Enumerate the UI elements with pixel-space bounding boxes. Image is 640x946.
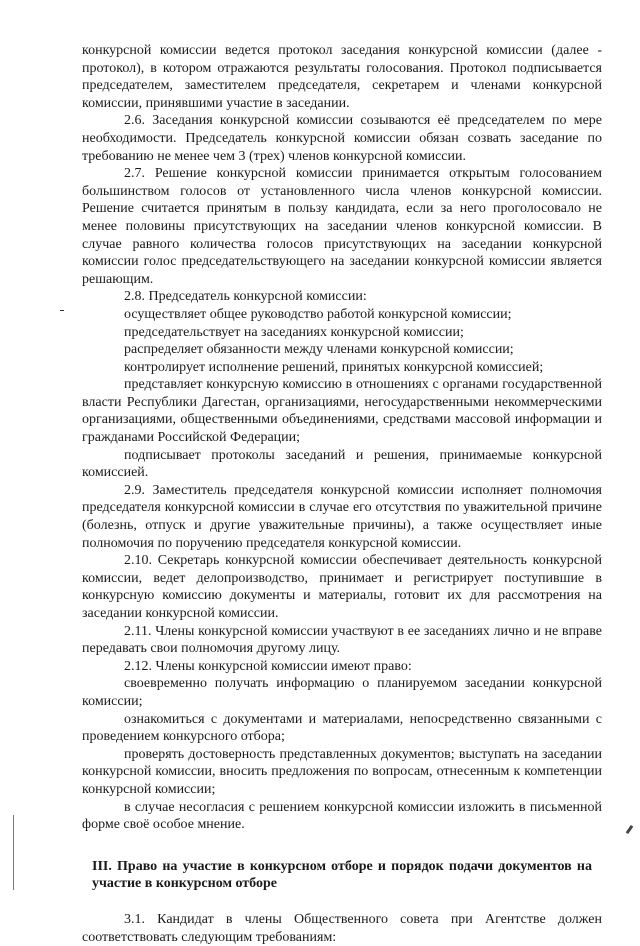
paragraph: 2.11. Члены конкурсной комиссии участвуют в ее заседаниях лично и не вправе передавать свои полномочия другому лицу.	[82, 623, 602, 657]
paragraph: 2.8. Председатель конкурсной комиссии:	[124, 289, 367, 305]
paragraph: в случае несогласия с решением конкурсной комиссии изложить в письменной форме своё особое мнение.	[82, 799, 602, 833]
margin-mark	[60, 310, 64, 311]
paragraph: 2.9. Заместитель председателя конкурсной комиссии исполняет полномочия председателя конкурсной комиссии в случае его отсутствия по уважительной причине (болезнь, отпуск и другие уважительные причины), а также осуществляет иные полномочия по поручению председателя конкурсной комиссии.	[82, 482, 602, 551]
paragraph: 2.12. Члены конкурсной комиссии имеют право:	[124, 658, 412, 674]
document-page	[82, 42, 602, 946]
paragraph: подписывает протоколы заседаний и решения, принимаемые конкурсной комиссией.	[82, 447, 602, 481]
paragraph: контролирует исполнение решений, принятых конкурсной комиссией;	[124, 359, 544, 375]
paragraph: проверять достоверность представленных документов; выступать на заседании конкурсной комиссии, вносить предложения по вопросам, отнесенным к компетенции конкурсной комиссии;	[82, 746, 602, 797]
paragraph: распределяет обязанности между членами конкурсной комиссии;	[124, 342, 514, 358]
paragraph-list	[82, 42, 602, 834]
paragraph: 2.7. Решение конкурсной комиссии принимается открытым голосованием большинством голосов от установленного числа членов конкурсной комиссии. Решение считается принятым в пользу кандидата, если за него проголосовало не менее половины присутствующих на заседании членов конкурсной комиссии. В случае равного количества голосов присутствующих на заседании конкурсной комиссии голос председательствующего на заседании конкурсной комиссии является решающим.	[82, 166, 602, 287]
paragraph: председательствует на заседаниях конкурсной комиссии;	[124, 324, 464, 340]
paragraph: представляет конкурсную комиссию в отношениях с органами государственной власти Республики Дагестан, организациями, негосударственными некоммерческими организациями, общественными объединениями, средствами массовой информации и гражданами Российской Федерации;	[82, 377, 602, 446]
scan-edge-line	[13, 815, 14, 890]
paragraph: ознакомиться с документами и материалами, непосредственно связанными с проведением конкурсного отбора;	[82, 711, 602, 745]
paragraph: конкурсной комиссии ведется протокол заседания конкурсной комиссии (далее - протокол), в котором отражаются результаты голосования. Протокол подписывается председателем, заместителем председателя, секретарем и членами конкурсной комиссии, принявшими участие в заседании.	[82, 43, 602, 111]
paragraph: 3.1. Кандидат в члены Общественного совета при Агентстве должен соответствовать следующим требованиям:	[82, 911, 602, 945]
paragraph: 2.10. Секретарь конкурсной комиссии обеспечивает деятельность конкурсной комиссии, ведет делопроизводство, принимает и регистрирует поступившие в конкурсную комиссию документы и материалы, готовит их для рассмотрения на заседании конкурсной комиссии.	[82, 553, 602, 621]
section-title: III. Право на участие в конкурсном отборе и порядок подачи документов на участие в конкурсном отборе	[92, 858, 592, 892]
paragraph: 2.6. Заседания конкурсной комиссии созываются её председателем по мере необходимости. Председатель конкурсной комиссии обязан созвать заседание по требованию не менее чем 3 (трех) членов конкурсной комиссии.	[82, 113, 602, 164]
paragraph-list-after-section	[82, 911, 602, 946]
paragraph: своевременно получать информацию о планируемом заседании конкурсной комиссии;	[82, 676, 602, 709]
scan-mark	[626, 825, 634, 834]
paragraph: осуществляет общее руководство работой конкурсной комиссии;	[124, 306, 512, 322]
